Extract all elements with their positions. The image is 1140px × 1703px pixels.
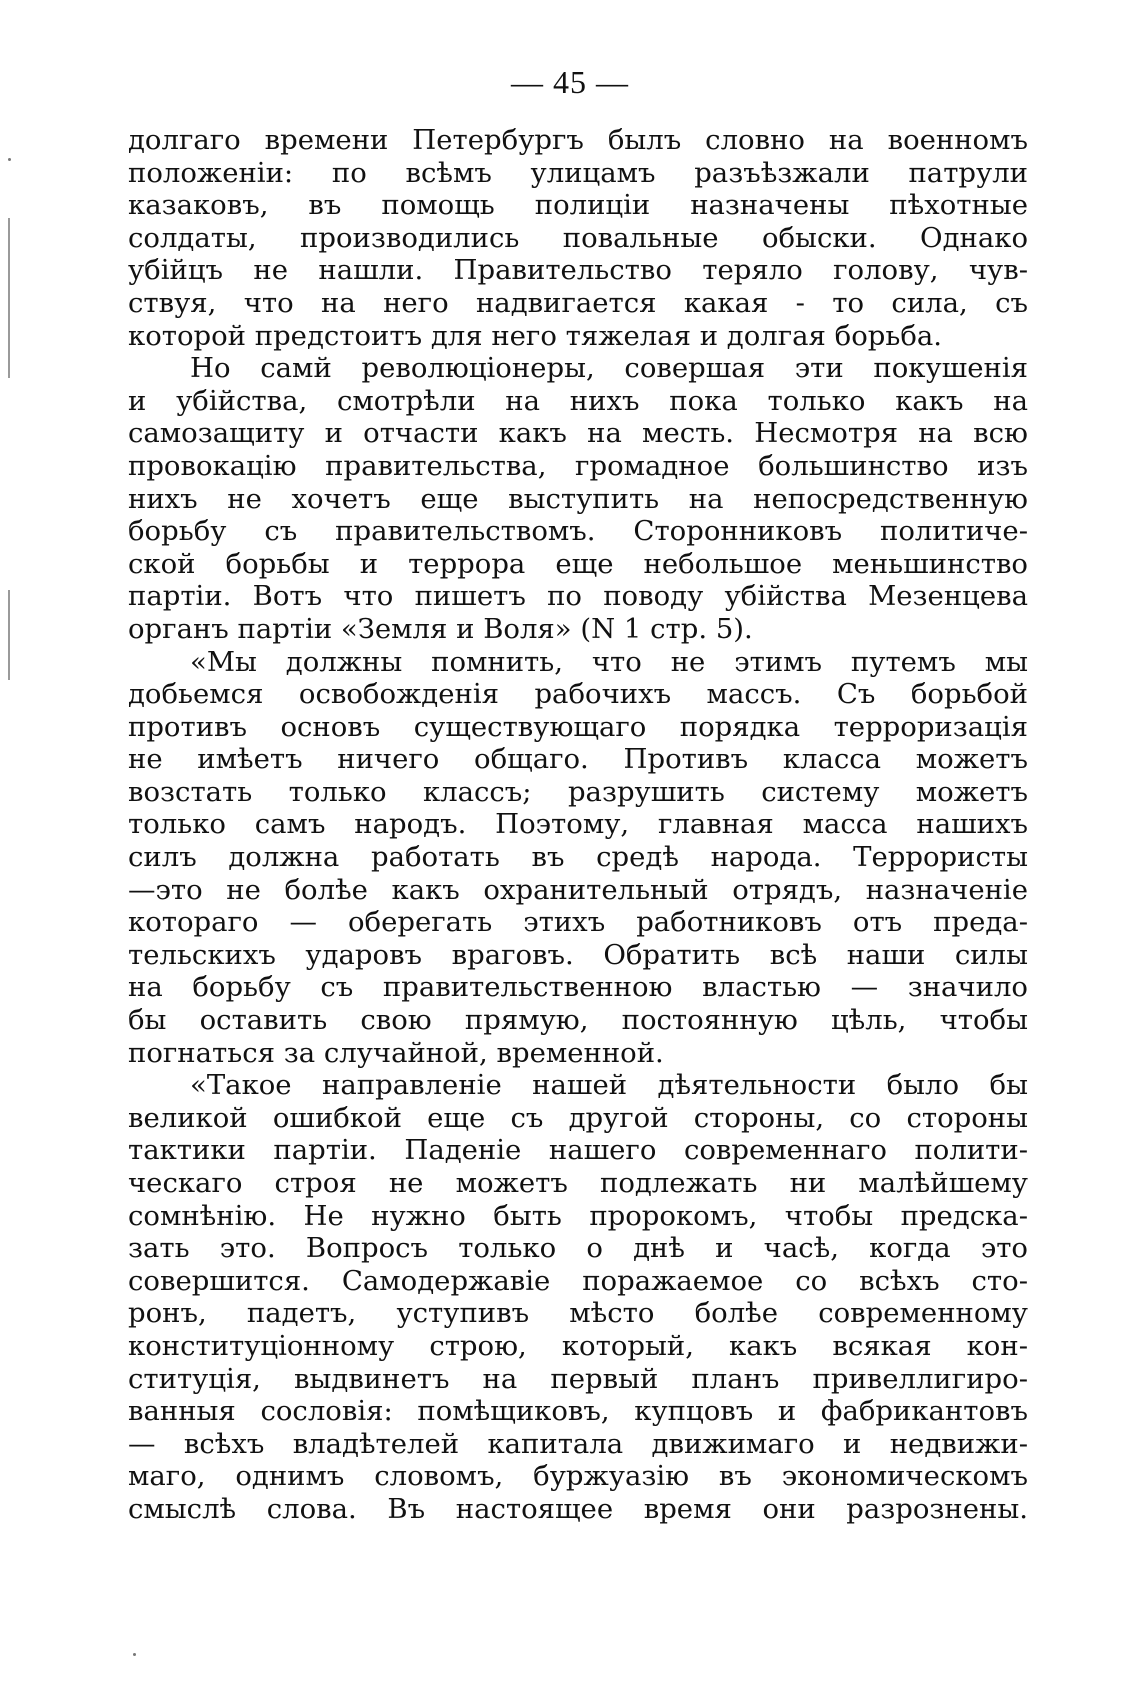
text-line: солдаты, производились повальные обыски. Однако bbox=[128, 221, 1028, 254]
text-line: совершится. Самодержавіе поражаемое со всѣхъ сто- bbox=[128, 1264, 1028, 1297]
text-line: — всѣхъ владѣтелей капитала движимаго и недвижи- bbox=[128, 1427, 1028, 1460]
paragraph-end-line: которой предстоитъ для него тяжелая и долгая борьба. bbox=[128, 319, 943, 352]
text-line: ронъ, падетъ, уступивъ мѣсто болѣе современному bbox=[128, 1297, 1028, 1330]
text-line: бы оставить свою прямую, постоянную цѣль, чтобы bbox=[128, 1004, 1028, 1037]
text-line: сомнѣнію. Не нужно быть пророкомъ, чтобы предска- bbox=[128, 1199, 1028, 1232]
paragraph-start-line: Но самй революціонеры, совершая эти покушенія bbox=[190, 352, 1028, 385]
text-line: котораго — оберегать этихъ работниковъ отъ преда- bbox=[128, 906, 1028, 939]
paragraph-end-line: погнаться за случайной, временной. bbox=[128, 1036, 664, 1069]
paragraph-start-line: «Мы должны помнить, что не этимъ путемъ мы bbox=[190, 645, 1028, 678]
text-line: тельскихъ ударовъ враговъ. Обратить всѣ наши силы bbox=[128, 938, 1028, 971]
scan-margin-mark bbox=[8, 590, 10, 680]
text-line: самозащиту и отчасти какъ на месть. Несмотря на всю bbox=[128, 417, 1028, 450]
text-line: ческаго строя не можетъ подлежать ни малѣйшему bbox=[128, 1167, 1028, 1199]
text-line: долгаго времени Петербургъ былъ словно на военномъ bbox=[128, 124, 1028, 156]
paragraph-start-line: «Такое направленіе нашей дѣятельности было бы bbox=[190, 1069, 1028, 1102]
text-line: тактики партіи. Паденіе нашего современнаго полити- bbox=[128, 1134, 1028, 1167]
text-line: ституція, выдвинетъ на первый планъ привеллигиро- bbox=[128, 1362, 1028, 1395]
text-line: добьемся освобожденія рабочихъ массъ. Съ борьбой bbox=[128, 678, 1028, 711]
text-line: положеніи: по всѣмъ улицамъ разъѣзжали патрули bbox=[128, 156, 1028, 189]
scan-speck bbox=[133, 1653, 136, 1656]
page-number: — 45 — bbox=[511, 64, 629, 100]
body-text bbox=[128, 124, 1028, 1526]
paragraph-end-line: органъ партіи «Земля и Воля» (N 1 стр. 5). bbox=[128, 612, 753, 645]
text-line: маго, однимъ словомъ, буржуазію въ экономическомъ bbox=[128, 1460, 1028, 1493]
text-line: убійцъ не нашли. Правительство теряло голову, чув- bbox=[128, 254, 1028, 287]
text-line: казаковъ, въ помощь полиціи назначены пѣхотные bbox=[128, 189, 1028, 222]
text-line: противъ основъ существующаго порядка терроризація bbox=[128, 710, 1028, 743]
text-line: конституціонному строю, который, какъ всякая кон- bbox=[128, 1329, 1028, 1362]
text-line: великой ошибкой еще съ другой стороны, со стороны bbox=[128, 1101, 1028, 1134]
scan-speck bbox=[8, 158, 11, 161]
text-line: ствуя, что на него надвигается какая - то сила, съ bbox=[128, 286, 1028, 319]
text-line: только самъ народъ. Поэтому, главная масса нашихъ bbox=[128, 808, 1028, 841]
text-line: не имѣетъ ничего общаго. Противъ класса можетъ bbox=[128, 743, 1028, 776]
text-line: возстать только классъ; разрушить систему можетъ bbox=[128, 775, 1028, 808]
text-line: ванныя сословія: помѣщиковъ, купцовъ и фабрикантовъ bbox=[128, 1395, 1028, 1428]
text-line: нихъ не хочетъ еще выступить на непосредственную bbox=[128, 482, 1028, 515]
text-line: зать это. Вопросъ только о днѣ и часѣ, когда это bbox=[128, 1232, 1028, 1265]
text-line: партіи. Вотъ что пишетъ по поводу убійства Мезенцева bbox=[128, 580, 1028, 613]
text-line: и убійства, смотрѣли на нихъ пока только какъ на bbox=[128, 384, 1028, 417]
text-line: ской борьбы и террора еще небольшое меньшинство bbox=[128, 547, 1028, 580]
text-line: смыслѣ слова. Въ настоящее время они разрознены. bbox=[128, 1492, 1028, 1525]
text-line: —это не болѣе какъ охранительный отрядъ, назначеніе bbox=[128, 873, 1028, 906]
text-line: борьбу съ правительствомъ. Сторонниковъ политиче- bbox=[128, 515, 1028, 548]
text-line: провокацію правительства, громадное большинство изъ bbox=[128, 449, 1028, 482]
text-line: на борьбу съ правительственною властью — значило bbox=[128, 971, 1028, 1004]
scan-margin-mark bbox=[8, 218, 10, 378]
text-line: силъ должна работать въ средѣ народа. Террористы bbox=[128, 841, 1028, 874]
